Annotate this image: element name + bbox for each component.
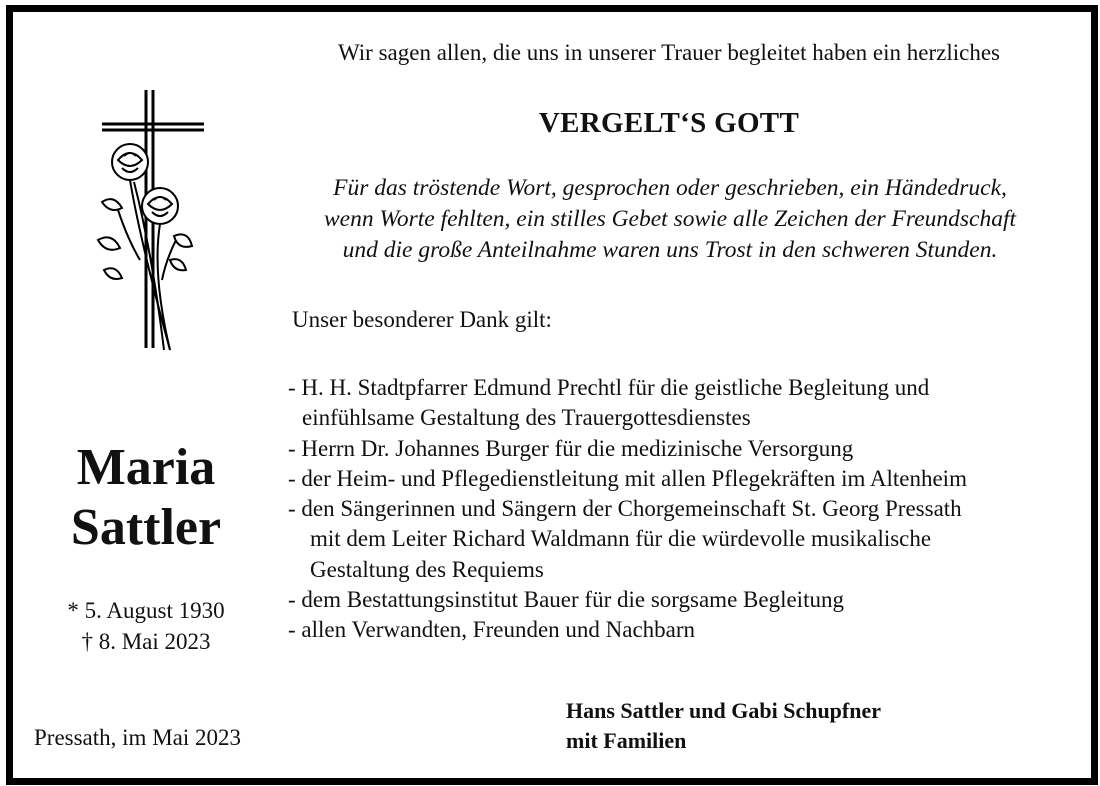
list-item: - Herrn Dr. Johannes Burger für die medizinische Versorgung [288, 435, 854, 461]
thanks-paragraph [280, 173, 1060, 266]
list-item: - den Sängerinnen und Sängern der Chorgemeinschaft St. Georg Pressath [288, 496, 962, 522]
birth-date: * 5. August 1930 [67, 598, 225, 623]
list-item: mit dem Leiter Richard Waldmann für die würdevolle musikalische [310, 526, 932, 552]
list-item: Gestaltung des Requiems [310, 556, 544, 582]
signature-line: mit Familien [566, 728, 687, 753]
death-date: † 8. Mai 2023 [81, 629, 211, 654]
cross-with-roses-icon [88, 90, 208, 352]
list-item: - der Heim- und Pflegedienstleitung mit allen Pflegekräften im Altenheim [288, 465, 967, 491]
headline: VERGELT‘S GOTT [538, 107, 800, 139]
deceased-first-name: Maria [76, 439, 216, 496]
intro-text: Wir sagen allen, die uns in unserer Trauer begleitet haben ein herzliches [337, 40, 1000, 65]
deceased-name [40, 438, 252, 558]
deceased-last-name: Sattler [70, 499, 222, 556]
special-thanks-label: Unser besonderer Dank gilt: [292, 307, 552, 332]
list-item: - dem Bestattungsinstitut Bauer für die sorgsame Begleitung [288, 587, 844, 613]
signature-line: Hans Sattler und Gabi Schupfner [566, 698, 882, 723]
thanks-line: und die große Anteilnahme waren uns Trost in den schweren Stunden. [342, 237, 998, 263]
thanks-line: Für das tröstende Wort, gesprochen oder geschrieben, ein Händedruck, [333, 175, 1007, 201]
list-item: einfühlsame Gestaltung des Trauergottesdienstes [302, 405, 751, 431]
thanks-list [288, 373, 967, 646]
life-dates [40, 595, 252, 657]
list-item: - allen Verwandten, Freunden und Nachbarn [288, 617, 696, 643]
list-item: - H. H. Stadtpfarrer Edmund Prechtl für die geistliche Begleitung und [288, 375, 930, 400]
thanks-line: wenn Worte fehlten, ein stilles Gebet sowie alle Zeichen der Freundschaft [323, 206, 1017, 232]
place-date: Pressath, im Mai 2023 [34, 725, 241, 750]
signature [566, 696, 881, 756]
